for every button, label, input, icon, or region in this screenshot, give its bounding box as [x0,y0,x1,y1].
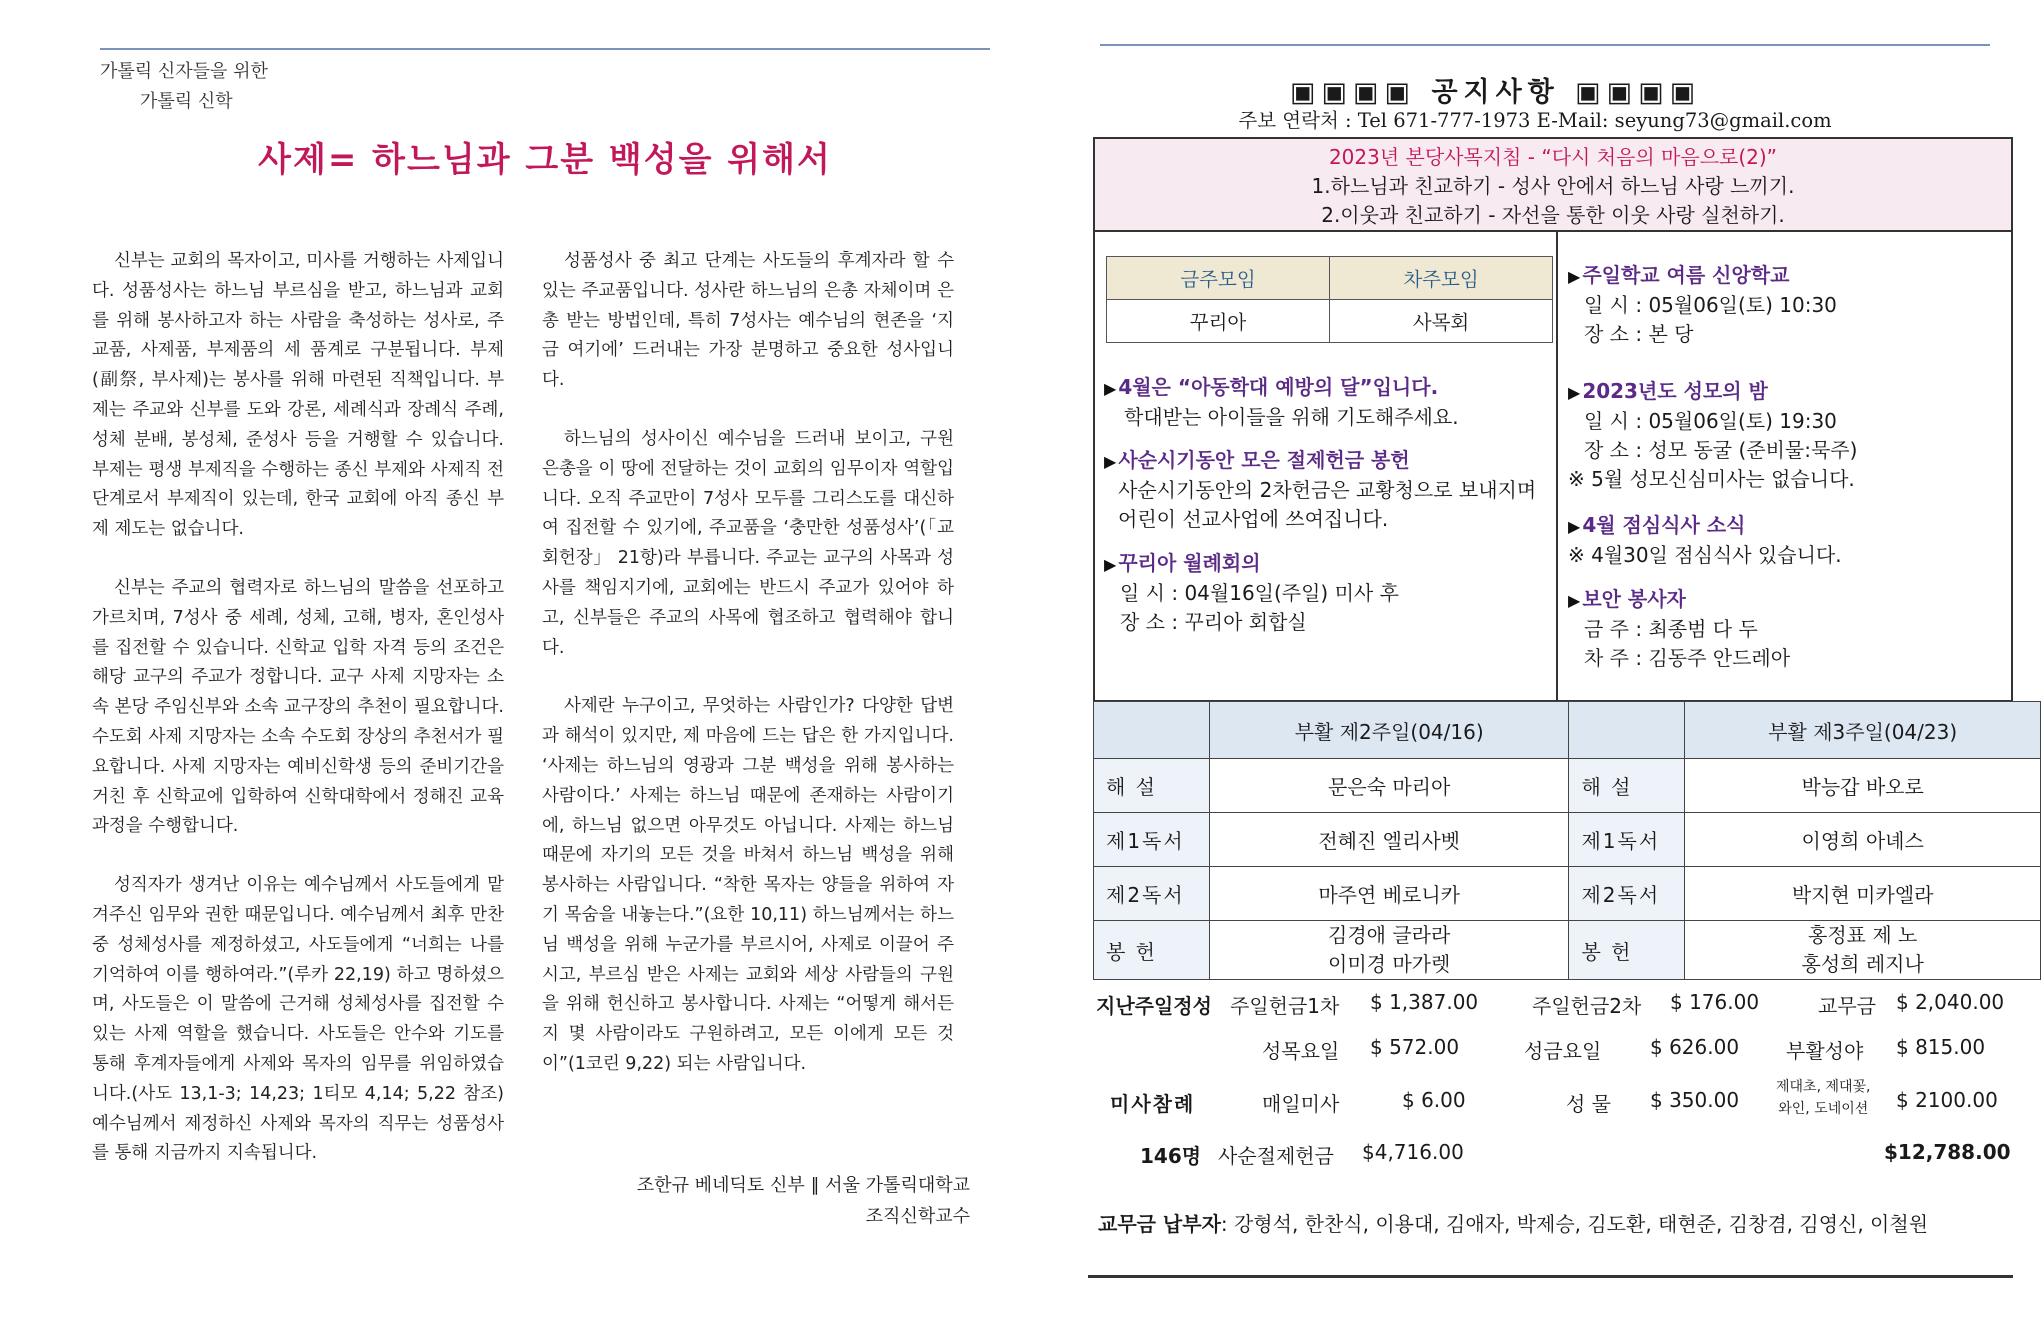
altar-donation-label-1: 제대초, 제대꽃, [1776,1079,1871,1095]
next-week-meeting: 사목회 [1330,300,1553,343]
top-rule-right [1100,44,1990,46]
week1-name: 김경애 글라라 이미경 마가렛 [1209,921,1569,980]
week1-name: 마주연 베로니카 [1209,867,1569,921]
holy-thursday-value: $ 572.00 [1370,1035,1460,1059]
contact-info: 주보 연락처 : Tel 671-777-1973 E-Mail: seyung73@gmail.com [1238,109,1832,132]
this-week-label: 금주모임 [1107,257,1330,300]
signature-line-2: 조직신학교수 [865,1206,970,1227]
notice-line: 금 주 : 최종범 다 두 [1584,617,1758,641]
article-column-1 [92,247,504,1198]
parish-dues-value: $ 2,040.00 [1896,990,2005,1014]
signature-line-1: 조한규 베네딕토 신부 ∥ 서울 가톨릭대학교 [636,1175,970,1196]
notice-heading: ▶ 4월 점심식사 소식 [1568,511,2008,541]
meeting-table [1106,256,1553,343]
top-rule-left [100,48,990,50]
table-row [1094,921,2041,980]
notice-line: 차 주 : 김동주 안드레아 [1584,646,1791,670]
holy-thursday-label: 성목요일 [1262,1039,1340,1063]
attendance-count: 146명 [1140,1144,1202,1168]
role-label: 제2독서 [1094,867,1210,921]
last-sunday-label: 지난주일정성 [1096,994,1212,1018]
notice-heading: ▶ 꾸리아 월례회의 [1104,549,1554,579]
week2-name: 홍정표 제 노 홍성희 레지나 [1685,921,2041,980]
notice-curia-meeting [1104,549,1554,637]
sunday-1st-value: $ 1,387.00 [1370,990,1479,1014]
paragraph: 성품성사 중 최고 단계는 사도들의 후계자라 할 수 있는 주교품입니다. 성사란 하느님의 은총 자체이며 은총 받는 방법인데, 특히 7성사는 예수님의 현존을 ‘지금 여기에’ 드러내는 가장 분명하고 중요한 성사입니다. [542,251,954,391]
notice-heading: ▶ 2023년도 성모의 밤 [1568,377,2008,407]
notice-divider [1556,232,1558,702]
author-signature [540,1170,970,1232]
week2-header: 부활 제3주일(04/23) [1685,702,2041,759]
daily-mass-label: 매일미사 [1262,1092,1340,1116]
table-row [1094,813,2041,867]
article-title: 사제= 하느님과 그분 백성을 위해서 [258,140,832,180]
role-label: 해 설 [1569,759,1685,813]
notice-line: 장 소 : 본 당 [1584,322,1694,346]
daily-mass-value: $ 6.00 [1402,1088,1466,1112]
notice-marian-night [1568,377,2008,494]
role-label: 봉 헌 [1094,921,1210,980]
religious-goods-label: 성 물 [1566,1092,1611,1116]
easter-vigil-value: $ 815.00 [1896,1035,1986,1059]
paragraph: 사제란 누구이고, 무엇하는 사람인가? 다양한 답변과 해석이 있지만, 제 마음에 드는 답은 한 가지입니다. ‘사제는 하느님의 영광과 그분 백성을 위해 봉사하는 사람이다.’ 사제는 하느님 때문에 존재하는 사람이기에, 하느님 없으면 아무것도 아닙니다. 사제는 하느님 때문에 자기의 모든 것을 바쳐서 하느님 백성을 위해 봉사하는 사람입니다. “착한 목자는 양들을 위하여 자기 목숨을 내놓는다.”(요한 10,11) 하느님께서는 하느님 백성을 위해 누군가를 부르시어, 사제로 이끌어 주시고, 부르심 받은 사제는 교회와 세상 사람들의 구원을 위해 헌신하고 봉사합니다. 사제는 “어떻게 해서든지 몇 사람이라도 구원하려고, 모든 이에게 모든 것이”(1코린 9,22) 되는 사람입니다. [542,696,954,1074]
role-label: 제1독서 [1569,813,1685,867]
notice-line: 일 시 : 05월06일(토) 10:30 [1584,293,1837,317]
notice-line: 학대받는 아이들을 위해 기도해주세요. [1124,405,1459,429]
good-friday-label: 성금요일 [1524,1039,1602,1063]
notice-line: 어린이 선교사업에 쓰여집니다. [1118,507,1389,531]
paragraph: 성직자가 생겨난 이유는 예수님께서 사도들에게 맡겨주신 임무와 권한 때문입니다. 예수님께서 최후 만찬 중 성체성사를 제정하셨고, 사도들에게 “너희는 나를기억하여 이를 행하여라.”(루카 22,19) 하고 명하셨으며, 사도들은 이 말씀에 근거해 성체성사를 집전할 수 있는 사제 역할을 했습니다. 사도들은 안수와 기도를 통해 후계자들에게 사제와 목자의 임무를 위임하였습니다.(사도 13,1-3; 14,23; 1티모 4,14; 5,22 참조) 예수님께서 제정하신 사제와 목자의 직무는 성품성사를 통해 지금까지 지속됩니다. [92,875,504,1164]
sunday-2nd-value: $ 176.00 [1670,990,1760,1014]
notice-summer-school [1568,261,2008,349]
kicker-line-2: 가톨릭 신학 [140,91,233,112]
notice-line: 장 소 : 성모 동굴 (준비물:묵주) [1584,438,1858,462]
lent-offering-label: 사순절제헌금 [1218,1144,1334,1168]
notice-heading: ▶ 사순시기동안 모은 절제헌금 봉헌 [1104,446,1554,476]
week1-name: 문은숙 마리아 [1209,759,1569,813]
notice-lent-offering [1104,446,1554,534]
total-value: $12,788.00 [1884,1140,2011,1164]
mass-attendance-label: 미사참례 [1110,1092,1196,1116]
good-friday-value: $ 626.00 [1650,1035,1740,1059]
sunday-2nd-label: 주일헌금2차 [1532,994,1642,1018]
pastoral-guideline [1093,137,2013,232]
paragraph: 신부는 교회의 목자이고, 미사를 거행하는 사제입니다. 성품성사는 하느님 부르심을 받고, 하느님과 교회를 위해 봉사하고자 하는 사람을 축성하는 성사로, 주교품, 사제품, 부제품의 세 품계로 구분됩니다. 부제(副祭, 부사제)는 봉사를 위해 마련된 직책입니다. 부제는 주교와 신부를 도와 강론, 세례식과 장례식 주례, 성체 분배, 봉성체, 준성사 등을 거행할 수 있습니다. 부제는 평생 부제직을 수행하는 종신 부제와 사제직 전 단계로서 부제직이 있는데, 한국 교회에 아직 종신 부제 제도는 없습니다. [92,251,504,540]
parish-dues-label: 교무금 [1818,994,1876,1018]
paragraph: 신부는 주교의 협력자로 하느님의 말씀을 선포하고 가르치며, 7성사 중 세례, 성체, 고해, 병자, 혼인성사를 집전할 수 있습니다. 신학교 입학 자격 등의 조건은 해당 교구의 주교가 정합니다. 교구 사제 지망자는 소속 본당 주임신부와 소속 교구장의 추천이 필요합니다. 수도회 사제 지망자는 소속 수도회 장상의 추천서가 필요합니다. 사제 지망자는 예비신학생 등의 준비기간을 거친 후 신학교에 입학하여 신학대학에서 정해진 교육 과정을 수행합니다. [92,577,504,837]
table-row [1094,759,2041,813]
week2-name: 박능갑 바오로 [1685,759,2041,813]
week1-header: 부활 제2주일(04/16) [1209,702,1569,759]
altar-donation-label-2: 와인, 도네이션 [1778,1101,1869,1117]
sunday-1st-label: 주일헌금1차 [1230,994,1340,1018]
donors-label: 교무금 납부자 [1098,1212,1221,1236]
role-label: 봉 헌 [1569,921,1685,980]
notice-line: 사순시기동안의 2차헌금은 교황청으로 보내지며 [1118,478,1537,502]
paragraph: 하느님의 성사이신 예수님을 드러내 보이고, 구원 은총을 이 땅에 전달하는 것이 교회의 임무이자 역할입니다. 오직 주교만이 7성사 모두를 그리스도를 대신하여 집전할 수 있기에, 주교품을 ‘충만한 성품성사’(「교회헌장」 21항)라 부릅니다. 주교는 교구의 사목과 성사를 책임지기에, 교회에는 반드시 주교가 있어야 하고, 신부들은 주교의 사목에 협조하고 협력해야 합니다. [542,428,954,658]
kicker-line-1: 가톨릭 신자들을 위한 [100,61,268,82]
role-label: 해 설 [1094,759,1210,813]
donors-line [1098,1208,1928,1237]
notice-line: 일 시 : 04월16일(주일) 미사 후 [1120,581,1399,605]
altar-donation-value: $ 2100.00 [1896,1088,1998,1112]
header-blank [1569,702,1685,759]
notice-child-abuse [1104,373,1554,432]
notice-heading: ▶ 주일학교 여름 신앙학교 [1568,261,2008,291]
article-column-2 [542,247,954,1109]
next-week-label: 차주모임 [1330,257,1553,300]
pastoral-line-2: 1.하느님과 친교하기 - 성사 안에서 하느님 사랑 느끼기. [1311,174,1795,198]
table-row [1094,867,2041,921]
pastoral-line-3: 2.이웃과 친교하기 - 자선을 통한 이웃 사랑 실천하기. [1321,203,1785,227]
notice-line: 장 소 : 꾸리아 회합실 [1120,610,1307,634]
duty-roster-table [1093,701,2041,980]
week2-name: 이영희 아녜스 [1685,813,2041,867]
altar-donation-label [1776,1076,1871,1120]
lent-offering-value: $4,716.00 [1362,1140,1464,1164]
notice-heading: ▶ 4월은 “아동학대 예방의 달”입니다. [1104,373,1554,403]
easter-vigil-label: 부활성야 [1786,1039,1864,1063]
role-label: 제1독서 [1094,813,1210,867]
week1-name: 전혜진 엘리사벳 [1209,813,1569,867]
role-label: 제2독서 [1569,867,1685,921]
notice-title: ▣▣▣▣ 공지사항 ▣▣▣▣ [1290,77,1702,108]
bottom-rule [1088,1275,2013,1278]
notice-line: 일 시 : 05월06일(토) 19:30 [1584,409,1837,433]
notice-lunch [1568,511,2008,570]
religious-goods-value: $ 350.00 [1650,1088,1740,1112]
notice-heading: ▶ 보안 봉사자 [1568,585,2008,615]
header-blank [1094,702,1210,759]
week2-name: 박지현 미카엘라 [1685,867,2041,921]
notice-line: ※ 5월 성모신심미사는 없습니다. [1568,467,1855,491]
this-week-meeting: 꾸리아 [1107,300,1330,343]
donors-list: : 강형석, 한찬식, 이용대, 김애자, 박제승, 김도환, 태현준, 김창겸, 김영신, 이철원 [1220,1212,1929,1236]
pastoral-line-1: 2023년 본당사목지침 - “다시 처음의 마음으로(2)” [1328,145,1778,169]
notice-security-volunteers [1568,585,2008,673]
notice-line: ※ 4월30일 점심식사 있습니다. [1568,543,1842,567]
